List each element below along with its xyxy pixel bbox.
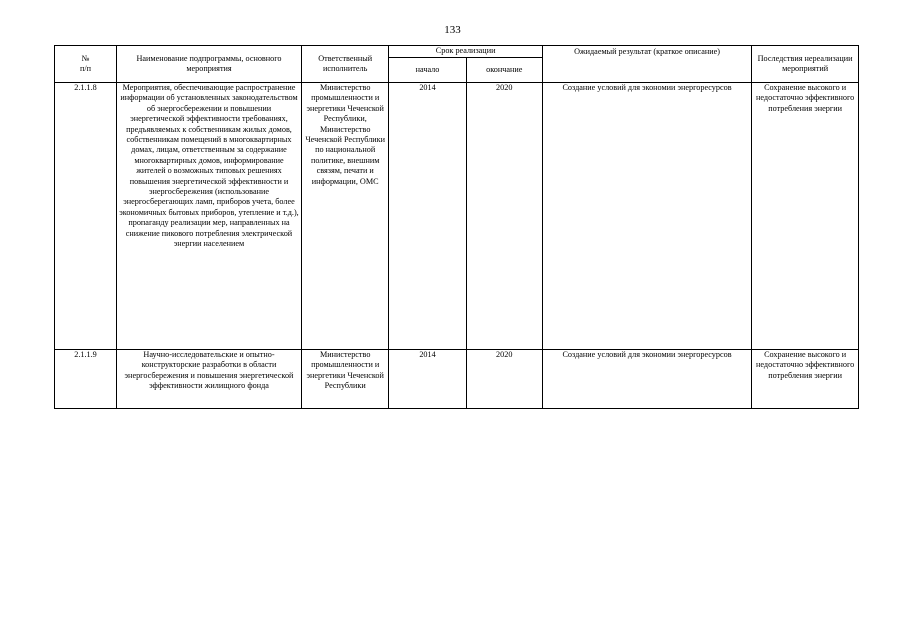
program-activities-table <box>54 45 859 409</box>
header-period: Срок реализации <box>389 46 542 58</box>
row-num: 2.1.1.8 <box>55 83 117 350</box>
row-name: Мероприятия, обеспечивающие распространение информации об установленных законодательством об энергосбережении и повышении энергетической эффективности требованиях, предъявляемых к собственникам жилых домов, собственникам помещений в многоквартирных домах, лицам, ответственным за содержание многоквартирных домов, информирование жителей о возможных типовых решениях повышения энергетической эффективности и энергосбережения (использование энергосберегающих ламп, приборов учета, более экономичных бытовых приборов, утепление и т.д.), пропаганду реализации мер, направленных на снижение пикового потребления электрической энергии населением <box>117 83 302 350</box>
row-end: 2020 <box>466 83 542 350</box>
header-result: Ожидаемый результат (краткое описание) <box>542 46 751 83</box>
table-row <box>55 350 859 409</box>
header-num: № п/п <box>55 46 117 83</box>
header-name: Наименование подпрограммы, основного мероприятия <box>117 46 302 83</box>
row-start: 2014 <box>389 83 466 350</box>
row-consequences: Сохранение высокого и недостаточно эффективного потребления энергии <box>752 83 859 350</box>
row-responsible: Министерство промышленности и энергетики Чеченской Республики, Министерство Чеченской Республики по национальной политике, внешним связям, печати и информации, ОМС <box>301 83 388 350</box>
row-name: Научно-исследовательские и опытно-конструкторские разработки в области энергосбережения и повышения энергетической эффективности жилищного фонда <box>117 350 302 409</box>
header-start: начало <box>389 58 466 83</box>
table-header-row <box>55 46 859 58</box>
header-responsible: Ответственный исполнитель <box>301 46 388 83</box>
row-consequences: Сохранение высокого и недостаточно эффективного потребления энергии <box>752 350 859 409</box>
row-num: 2.1.1.9 <box>55 350 117 409</box>
header-end: окончание <box>466 58 542 83</box>
row-start: 2014 <box>389 350 466 409</box>
header-consequences: Последствия нереализации мероприятий <box>752 46 859 83</box>
row-result: Создание условий для экономии энергоресурсов <box>542 350 751 409</box>
row-result: Создание условий для экономии энергоресурсов <box>542 83 751 350</box>
row-responsible: Министерство промышленности и энергетики Чеченской Республики <box>301 350 388 409</box>
row-end: 2020 <box>466 350 542 409</box>
page-number: 133 <box>444 24 461 36</box>
table-row <box>55 83 859 350</box>
